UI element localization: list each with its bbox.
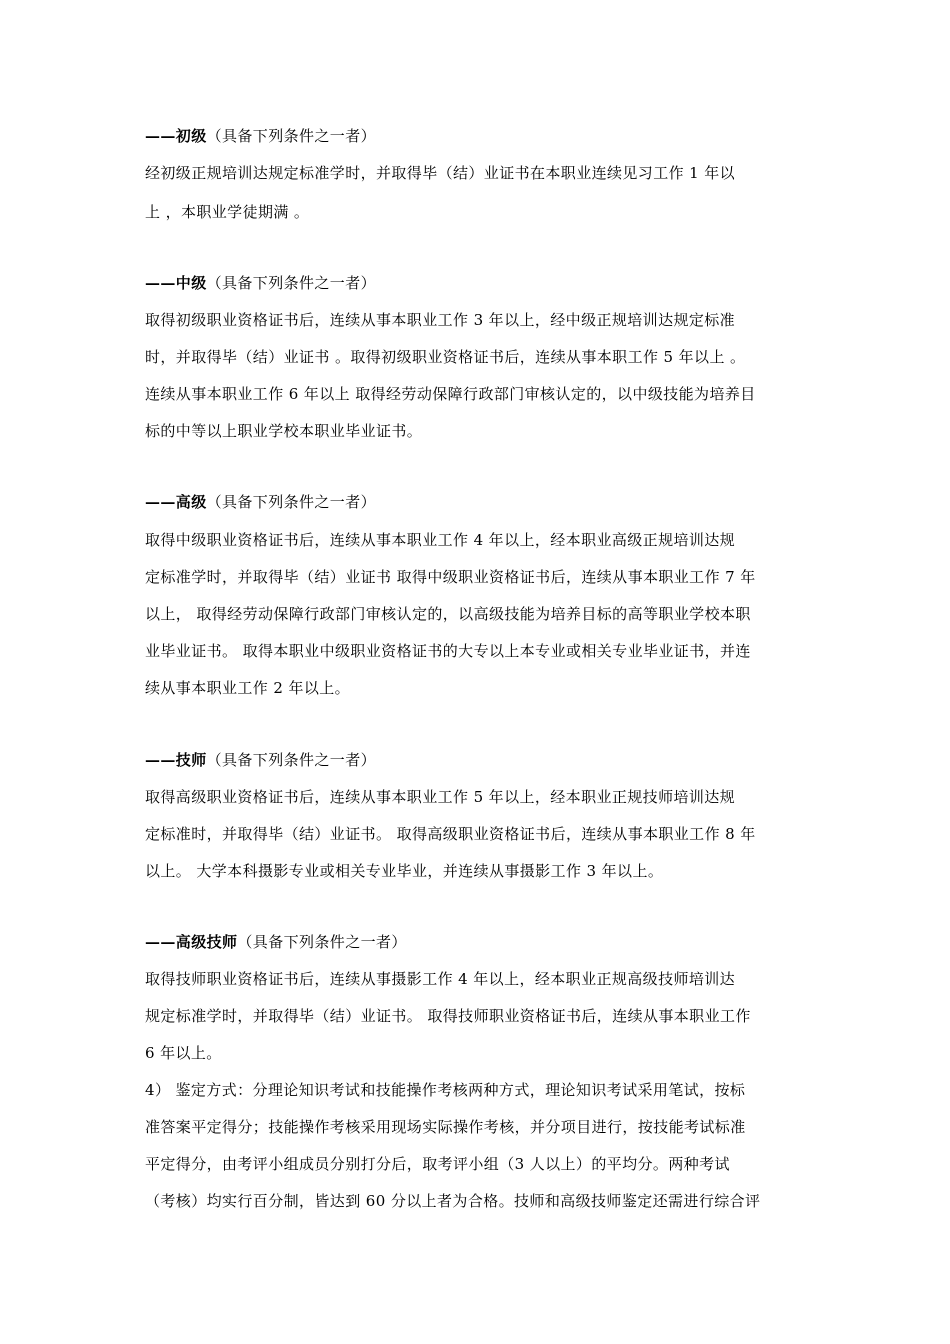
- paragraph-line: 取得高级职业资格证书后，连续从事本职业工作 5 年以上，经本职业正规技师培训达规: [145, 788, 736, 806]
- paragraph-line: 以上， 取得经劳动保障行政部门审核认定的，以高级技能为培养目标的高等职业学校本职: [145, 605, 751, 623]
- section-heading-primary: [145, 126, 815, 146]
- paragraph-line: 定标准时，并取得毕（结）业证书。 取得高级职业资格证书后，连续从事本职业工作 8 年: [145, 825, 756, 843]
- heading-condition: （具备下列条件之一者）: [206, 751, 377, 769]
- section-heading-technician: [145, 750, 815, 770]
- appraisal-line: 平定得分，由考评小组成员分别打分后，取考评小组（3 人以上）的平均分。两种考试: [145, 1155, 730, 1173]
- paragraph-line: 以上。 大学本科摄影专业或相关专业毕业，并连续从事摄影工作 3 年以上。: [145, 862, 664, 880]
- heading-title: ——中级: [145, 274, 207, 292]
- paragraph-line: 经初级正规培训达规定标准学时，并取得毕（结）业证书在本职业连续见习工作 1 年以: [145, 164, 736, 182]
- section-heading-intermediate: [145, 273, 815, 293]
- paragraph-line: 定标准学时，并取得毕（结）业证书 取得中级职业资格证书后，连续从事本职业工作 7 年: [145, 568, 756, 586]
- paragraph-line: 标的中等以上职业学校本职业毕业证书。: [145, 422, 423, 440]
- paragraph-line: 6 年以上。: [145, 1044, 222, 1062]
- heading-condition: （具备下列条件之一者）: [206, 274, 377, 292]
- heading-condition: （具备下列条件之一者）: [237, 933, 407, 951]
- paragraph-line: 规定标准学时，并取得毕（结）业证书。 取得技师职业资格证书后，连续从事本职业工作: [145, 1007, 751, 1025]
- heading-condition: （具备下列条件之一者）: [206, 493, 377, 511]
- appraisal-line: 4） 鉴定方式：分理论知识考试和技能操作考核两种方式，理论知识考试采用笔试，按标: [145, 1081, 746, 1099]
- heading-condition: （具备下列条件之一者）: [206, 127, 377, 145]
- paragraph-line: 取得中级职业资格证书后，连续从事本职业工作 4 年以上，经本职业高级正规培训达规: [145, 531, 736, 549]
- paragraph-line: 取得初级职业资格证书后，连续从事本职业工作 3 年以上，经中级正规培训达规定标准: [145, 311, 736, 329]
- paragraph-line: 连续从事本职业工作 6 年以上 取得经劳动保障行政部门审核认定的，以中级技能为培养目: [145, 385, 756, 403]
- heading-title: ——技师: [145, 751, 207, 769]
- paragraph-line: 取得技师职业资格证书后，连续从事摄影工作 4 年以上，经本职业正规高级技师培训达: [145, 970, 736, 988]
- heading-title: ——初级: [145, 127, 207, 145]
- section-heading-advanced: [145, 492, 815, 512]
- paragraph-line: 业毕业证书。 取得本职业中级职业资格证书的大专以上本专业或相关专业毕业证书，并连: [145, 642, 751, 660]
- heading-title: ——高级技师: [145, 933, 238, 951]
- paragraph-line: 上 ，本职业学徒期满 。: [145, 203, 310, 221]
- appraisal-line: （考核）均实行百分制，皆达到 60 分以上者为合格。技师和高级技师鉴定还需进行综合评: [145, 1192, 761, 1210]
- appraisal-line: 准答案平定得分；技能操作考核采用现场实际操作考核，并分项目进行，按技能考试标准: [145, 1118, 746, 1136]
- paragraph-line: 续从事本职业工作 2 年以上。: [145, 679, 351, 697]
- paragraph-line: 时，并取得毕（结）业证书 。取得初级职业资格证书后，连续从事本职工作 5 年以上 。: [145, 348, 746, 366]
- section-heading-senior-technician: [145, 932, 815, 952]
- heading-title: ——高级: [145, 493, 207, 511]
